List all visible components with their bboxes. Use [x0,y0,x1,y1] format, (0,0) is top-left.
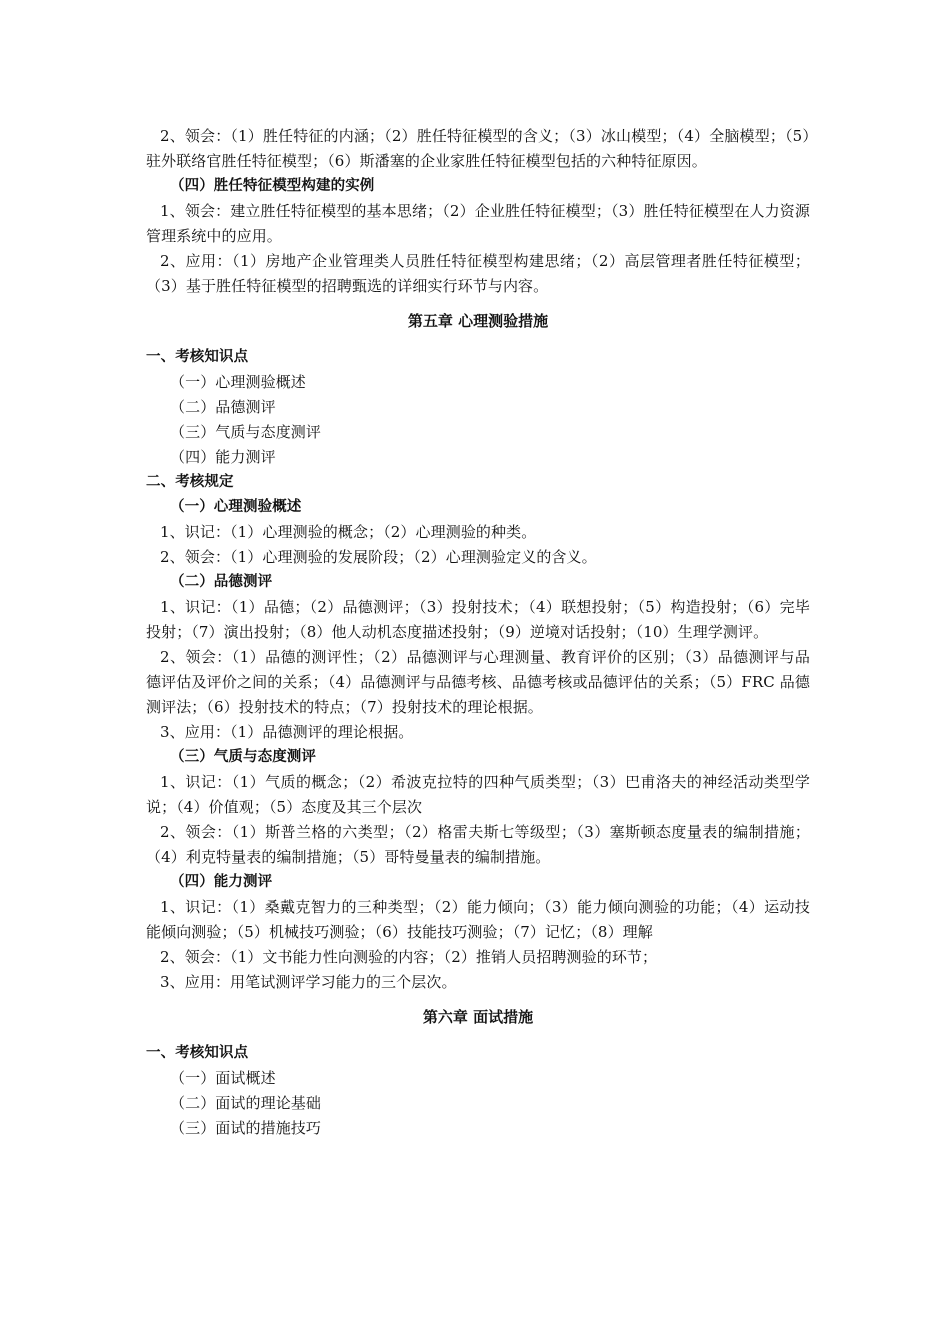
chapter-title: 第五章 心理测验措施 [407,312,549,330]
paragraph: 3、应用：（1）品德测评的理论根据。 [160,723,414,741]
paragraph-comprehension: 1、领会：建立胜任特征模型的基本思绪；（2）企业胜任特征模型；（3）胜任特征模型在人力资源管理系统中的应用。 [146,202,810,245]
knowledge-points-heading: 一、考核知识点 [146,349,249,365]
chapter-title: 第六章 面试措施 [422,1008,534,1026]
paragraph: 1、识记：（1）气质的概念；（2）希波克拉特的四种气质类型；（3）巴甫洛夫的神经活动类型学说；（4）价值观；（5）态度及其三个层次 [146,773,810,816]
document-page [146,124,810,1141]
list-item: （一）面试概述 [170,1069,276,1087]
paragraph-application: 2、应用：（1）房地产企业管理类人员胜任特征模型构建思绪；（2）高层管理者胜任特征模型；（3）基于胜任特征模型的招聘甄选的详细实行环节与内容。 [146,252,810,295]
paragraph: 2、领会：（1）斯普兰格的六类型；（2）格雷夫斯七等级型；（3）塞斯顿态度量表的编制措施；（4）利克特量表的编制措施；（5）哥特曼量表的编制措施。 [146,823,810,866]
paragraph: 1、识记：（1）品德；（2）品德测评；（3）投射技术；（4）联想投射；（5）构造投射；（6）完毕投射；（7）演出投射；（8）他人动机态度描述投射；（9）逆境对话投射；（10）生理学测评。 [146,598,810,641]
section-heading-competency-example: （四）胜任特征模型构建的实例 [170,178,375,194]
paragraph: 1、识记：（1）桑戴克智力的三种类型；（2）能力倾向；（3）能力倾向测验的功能；（4）运动技能倾向测验；（5）机械技巧测验；（6）技能技巧测验；（7）记忆；（8）理解 [146,898,810,941]
requirements-heading: 二、考核规定 [146,474,234,490]
list-item: （三）面试的措施技巧 [170,1119,322,1137]
knowledge-points-heading: 一、考核知识点 [146,1045,249,1061]
list-item: （三）气质与态度测评 [170,423,322,441]
paragraph: 1、识记：（1）心理测验的概念；（2）心理测验的种类。 [160,523,537,541]
list-item: （一）心理测验概述 [170,373,306,391]
list-item: （二）面试的理论基础 [170,1094,322,1112]
list-item: （四）能力测评 [170,448,276,466]
section-heading: （一）心理测验概述 [170,499,302,515]
list-item: （二）品德测评 [170,398,276,416]
section-heading: （二）品德测评 [170,574,273,590]
paragraph: 3、应用：用笔试测评学习能力的三个层次。 [160,973,457,991]
paragraph: 2、领会：（1）心理测验的发展阶段；（2）心理测验定义的含义。 [160,548,597,566]
paragraph-comprehension: 2、领会：（1）胜任特征的内涵；（2）胜任特征模型的含义；（3）冰山模型；（4）全脑模型；（5）驻外联络官胜任特征模型；（6）斯潘塞的企业家胜任特征模型包括的六种特征原因。 [146,127,810,170]
section-heading: （四）能力测评 [170,874,273,890]
paragraph: 2、领会：（1）文书能力性向测验的内容；（2）推销人员招聘测验的环节； [160,948,658,966]
section-heading: （三）气质与态度测评 [170,749,316,765]
paragraph: 2、领会：（1）品德的测评性；（2）品德测评与心理测量、教育评价的区别；（3）品德测评与品德评估及评价之间的关系；（4）品德测评与品德考核、品德考核或品德评估的关系；（5）FRC 品德测评法；（6）投射技术的特点；（7）投射技术的理论根据。 [146,648,810,716]
